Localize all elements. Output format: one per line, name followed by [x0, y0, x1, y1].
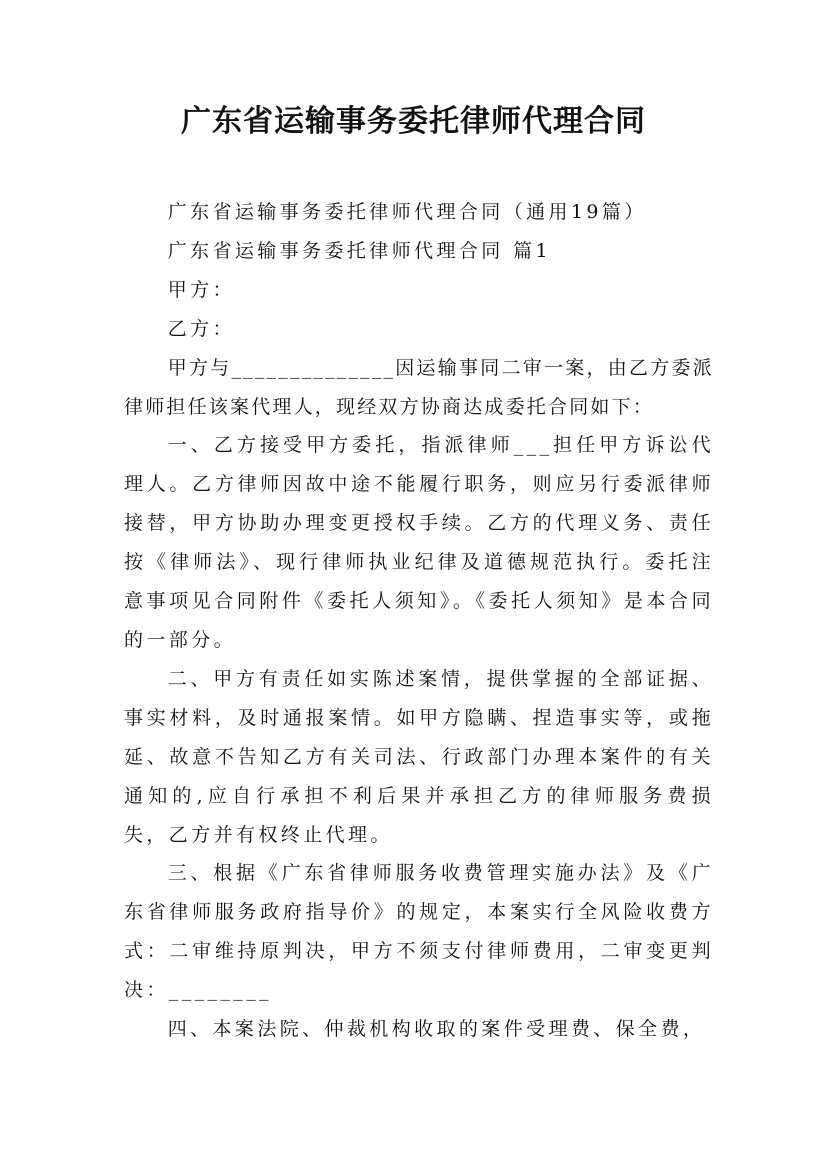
paragraph-clause-4: 四、本案法院、仲裁机构收取的案件受理费、保全费， — [167, 1018, 706, 1041]
paragraph-party-a: 甲方： — [167, 278, 235, 301]
document-title: 广东省运输事务委托律师代理合同 — [181, 104, 646, 139]
paragraph-clause-3: 三、根据《广东省律师服务收费管理实施办法》及《广东省律师服务政府指导价》的规定，本案实行全风险收费方式：二审维持原判决，甲方不须支付律师费用，二审变更判决：________ — [124, 862, 714, 1002]
document-body — [124, 193, 714, 1049]
paragraph-clause-1: 一、乙方接受甲方委托，指派律师___担任甲方诉讼代理人。乙方律师因故中途不能履行职务，则应另行委派律师接替，甲方协助办理变更授权手续。乙方的代理义务、责任按《律师法》、现行律师执业纪律及道德规范执行。委托注意事项见合同附件《委托人须知》。《委托人须知》是本合同的一部分。 — [124, 434, 714, 651]
paragraph-party-b: 乙方： — [167, 317, 235, 340]
paragraph-section-heading: 广东省运输事务委托律师代理合同 篇1 — [167, 239, 552, 262]
paragraph-intro: 甲方与______________因运输事同二审一案，由乙方委派律师担任该案代理人，现经双方协商达成委托合同如下： — [124, 356, 714, 418]
paragraph-clause-2: 二、甲方有责任如实陈述案情，提供掌握的全部证据、事实材料，及时通报案情。如甲方隐瞒、捏造事实等，或拖延、故意不告知乙方有关司法、行政部门办理本案件的有关通知的,应自行承担不利后果并承担乙方的律师服务费损失，乙方并有权终止代理。 — [124, 667, 714, 846]
paragraph-subtitle: 广东省运输事务委托律师代理合同（通用19篇） — [167, 201, 647, 223]
